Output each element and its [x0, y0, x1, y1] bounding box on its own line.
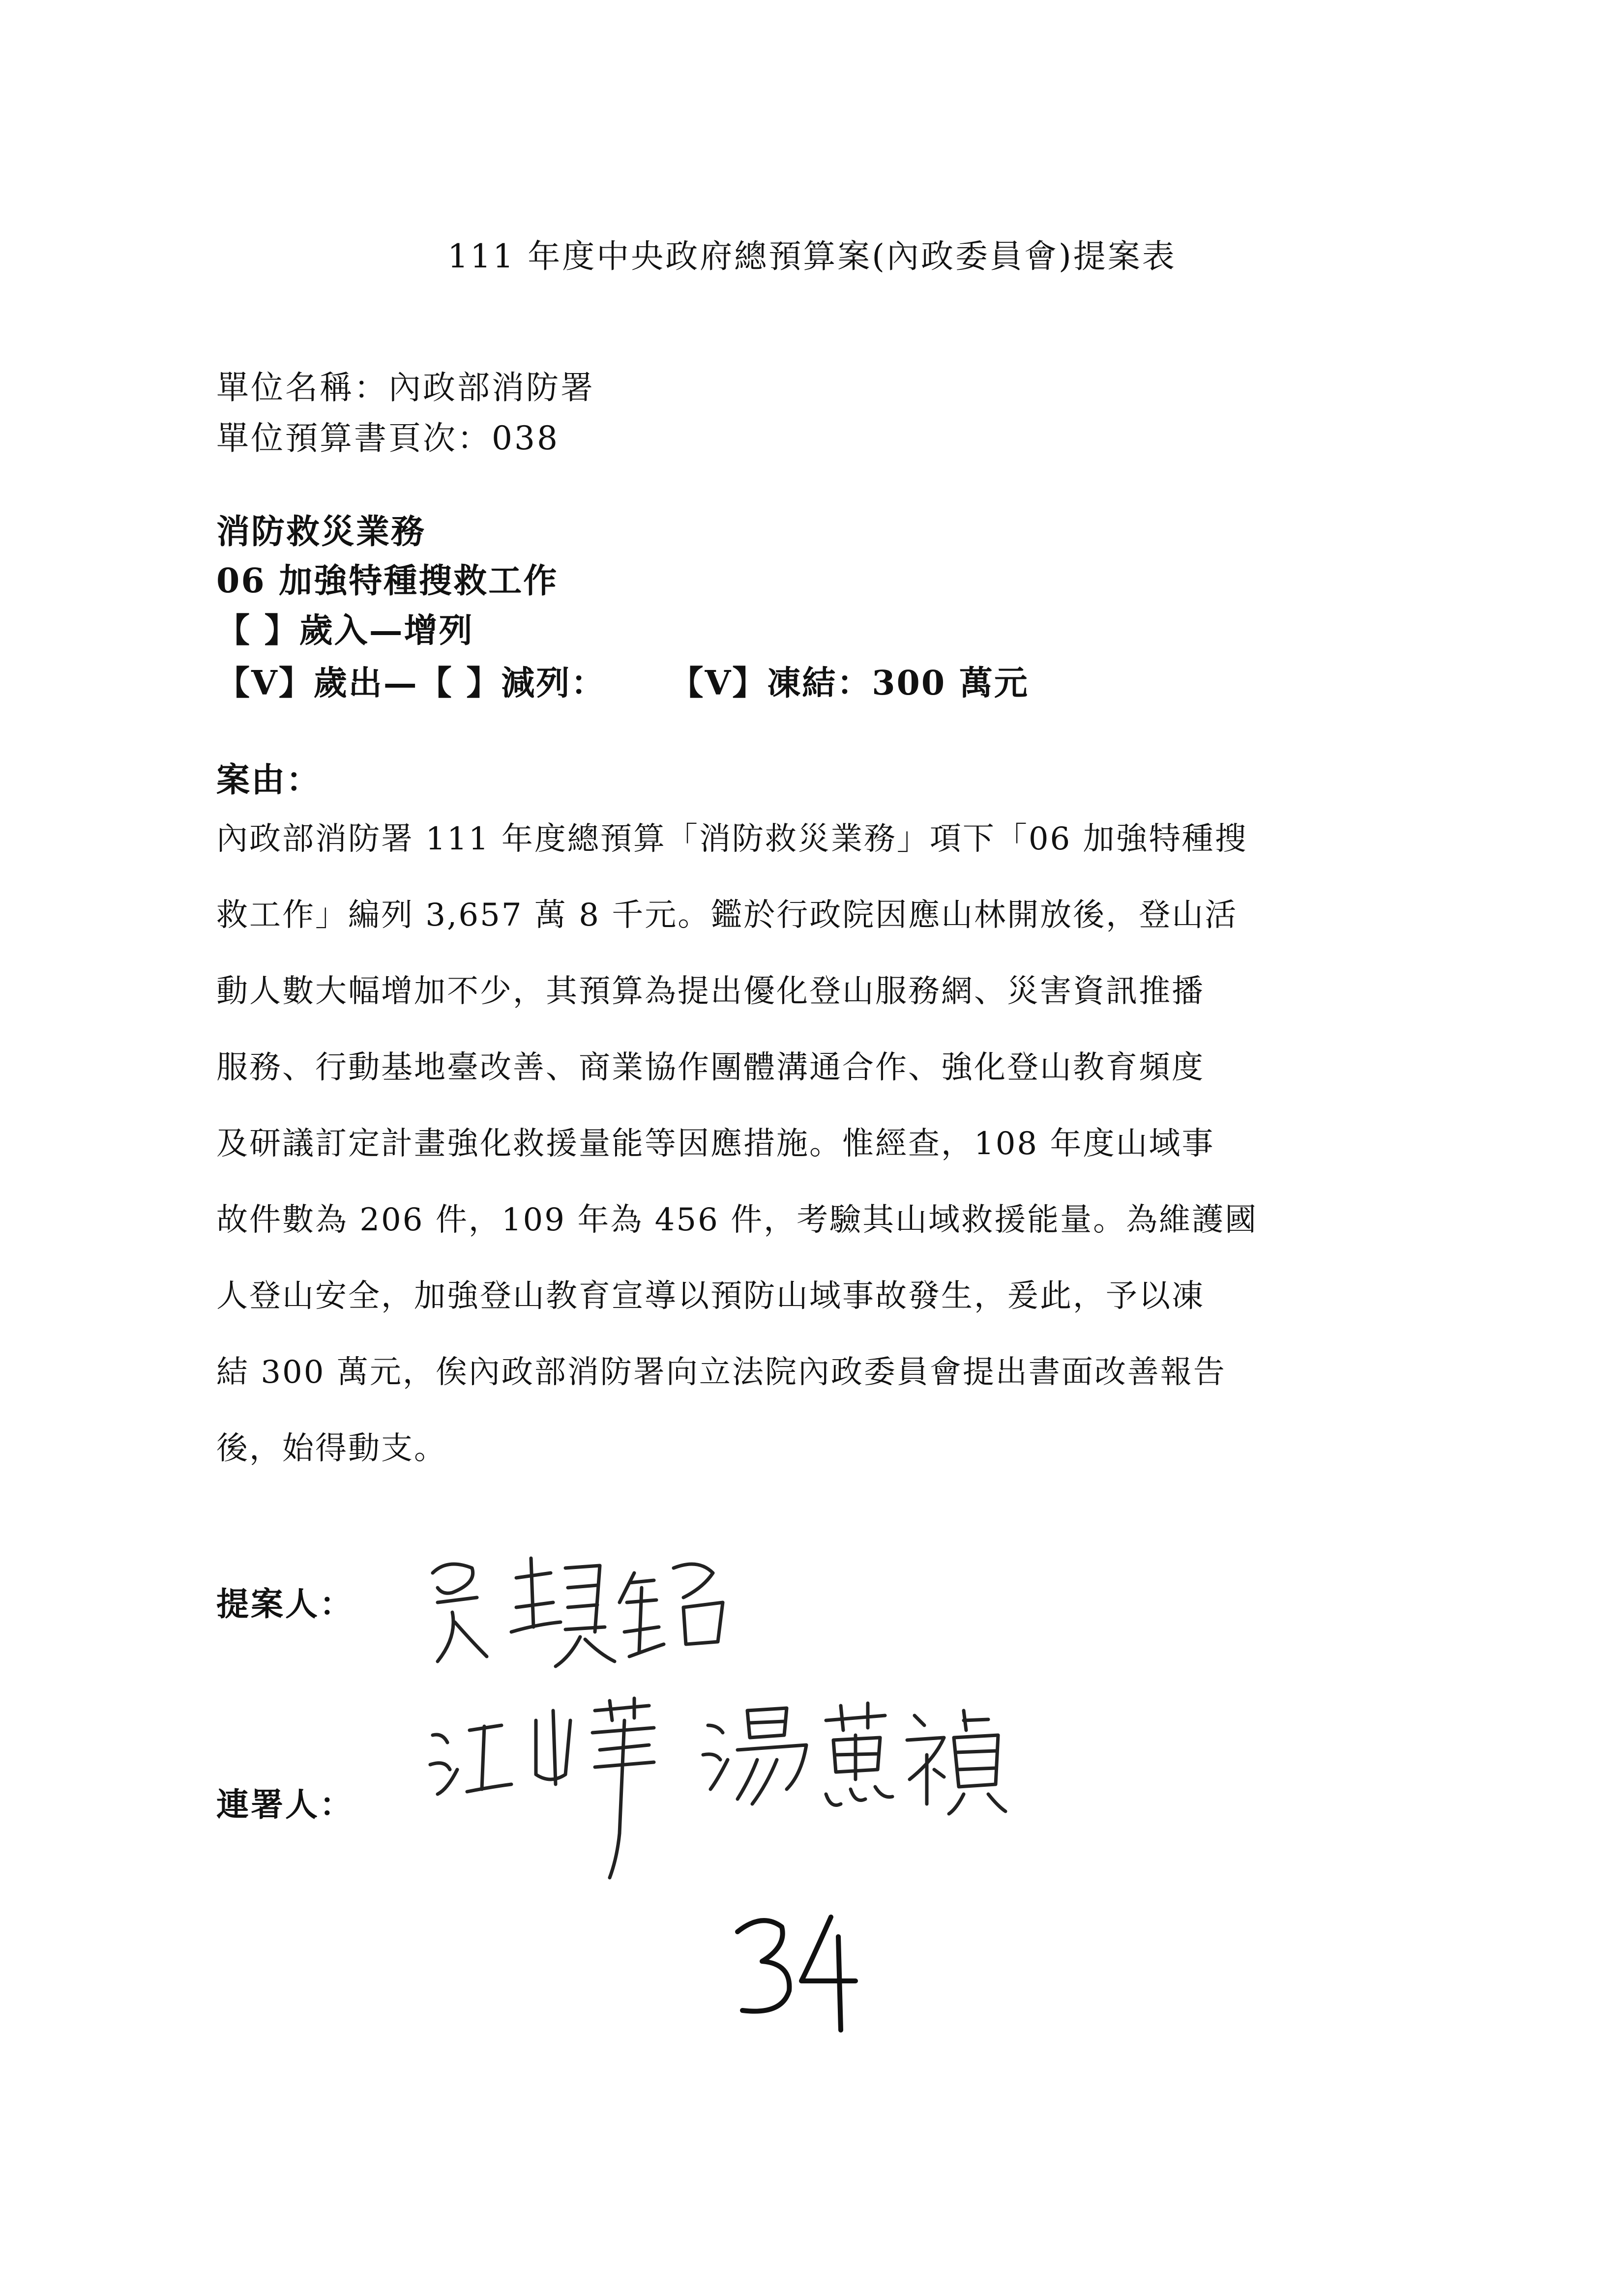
expenditure-line [216, 657, 1029, 704]
reason-body [216, 801, 1372, 1487]
cosigner-signature [423, 1691, 1151, 1897]
proposer-label: 提案人： [216, 1585, 354, 1623]
proposer-signature [418, 1539, 742, 1686]
document-title: 111 年度中央政府總預算案(內政委員會)提案表 [447, 237, 1177, 275]
reason-line: 結 300 萬元，俟內政部消防署向立法院內政委員會提出書面改善報告 [216, 1354, 1226, 1391]
program-heading: 消防救災業務 [216, 512, 426, 552]
unit-name: 單位名稱：內政部消防署 [216, 369, 595, 407]
reason-line: 內政部消防署 111 年度總預算「消防救災業務」項下「06 加強特種搜 [216, 821, 1248, 857]
expenditure-reduction: 【V】歲出—【 】減列： [216, 664, 606, 703]
cosigner-label: 連署人： [216, 1785, 354, 1824]
reason-label: 案由： [216, 760, 322, 800]
expenditure-freeze: 【V】凍結：300 萬元 [670, 664, 1029, 703]
reason-line: 動人數大幅增加不少，其預算為提出優化登山服務網、災害資訊推播 [216, 973, 1205, 1010]
budget-page: 單位預算書頁次：038 [216, 419, 560, 457]
reason-line: 後，始得動支。 [216, 1430, 447, 1467]
handwritten-page-number [728, 1907, 875, 2035]
revenue-line: 【 】歲入—增列 [216, 611, 474, 650]
reason-line: 服務、行動基地臺改善、商業協作團體溝通合作、強化登山教育頻度 [216, 1049, 1205, 1086]
reason-line: 及研議訂定計畫強化救援量能等因應措施。惟經查，108 年度山域事 [216, 1126, 1215, 1162]
reason-line: 救工作」編列 3,657 萬 8 千元。鑑於行政院因應山林開放後，登山活 [216, 897, 1238, 933]
item-heading: 06 加強特種搜救工作 [216, 561, 559, 601]
reason-line: 人登山安全，加強登山教育宣導以預防山域事故發生，爰此，予以凍 [216, 1278, 1205, 1314]
reason-line: 故件數為 206 件，109 年為 456 件，考驗其山域救援能量。為維護國 [216, 1202, 1258, 1238]
